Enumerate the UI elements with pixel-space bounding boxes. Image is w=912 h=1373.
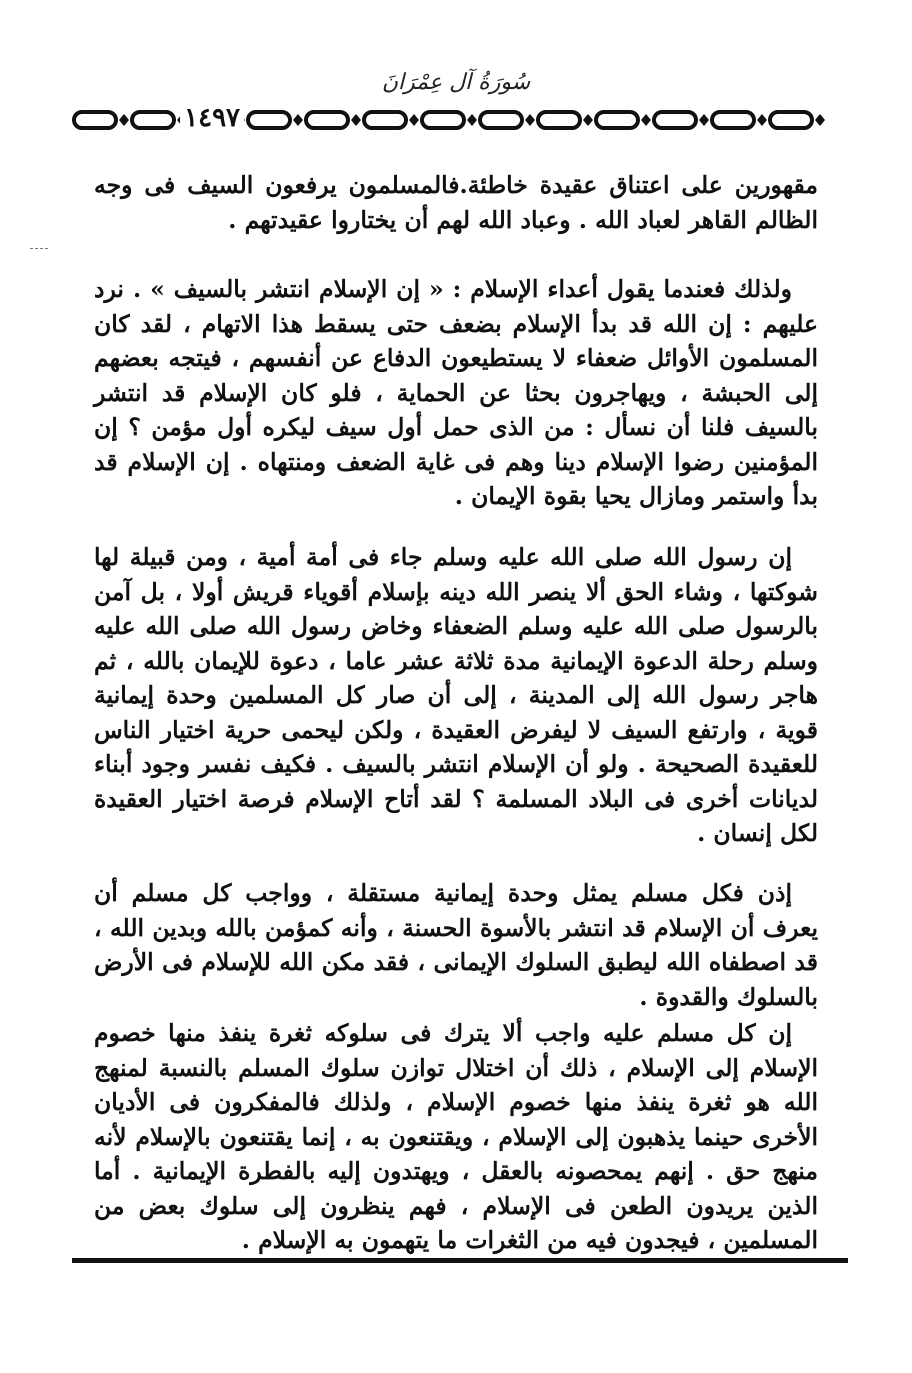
paragraph-2 [94,272,818,514]
paragraph-text: ولذلك فعندما يقول أعداء الإسلام : « إن الإسلام انتشر بالسيف » . نرد عليهم : إن الله قد بدأ الإسلام بضعف حتى يسقط هذا الاتهام ، لقد كان المسلمون الأوائل ضعفاء لا يستطيعون الدفاع عن أنفسهم ، فيتجه بعضهم إلى الحبشة ، ويهاجرون بحثا عن الحماية ، فلو كان الإسلام قد انتشر بالسيف فلنا أن نسأل : من الذى حمل أول سيف ليكره أول مؤمن ؟ إن المؤمنين رضوا الإسلام دينا وهم فى غاية الضعف ومنتهاه . إن الإسلام قد بدأ واستمر ومازال يحيا بقوة الإيمان . [94,275,818,510]
chain-diamond [583,114,593,126]
chain-link [422,112,464,128]
chain-link [712,112,754,128]
chain-link [364,112,406,128]
paragraph-1 [94,168,818,237]
chain-diamond [293,114,303,126]
chain-link [132,112,174,128]
chain-link [654,112,696,128]
chain-diamond [525,114,535,126]
chain-diamond [409,114,419,126]
chain-diamond [119,114,129,126]
chain-link [74,112,116,128]
paragraph-5 [94,1016,818,1258]
paragraph-text: إن كل مسلم عليه واجب ألا يترك فى سلوكه ثغرة ينفذ منها خصوم الإسلام إلى الإسلام ، ذلك أن اختلال توازن سلوك المسلم بالنسبة لمنهج الله هو ثغرة ينفذ منها خصوم الإسلام ، ولذلك فالمفكرون فى الأديان الأخرى حينما يذهبون إلى الإسلام ، ويقتنعون به ، إنما يقتنعون بالإسلام لأنه منهج حق . إنهم يمحصونه بالعقل ، ويهتدون إليه بالفطرة الإيمانية . أما الذين يريدون الطعن فى الإسلام ، فهم ينظرون إلى سلوك بعض من المسلمين ، فيجدون فيه من الثغرات ما يتهمون به الإسلام . [94,1019,818,1254]
chain-link [306,112,348,128]
chain-diamond [467,114,477,126]
chain-link [248,112,290,128]
chain-diamond [757,114,767,126]
paragraph-4 [94,876,818,1014]
paragraph-text: مقهورين على اعتناق عقيدة خاطئة.فالمسلمون يرفعون السيف فى وجه الظالم القاهر لعباد الله . وعباد الله لهم أن يختاروا عقيدتهم . [94,171,818,234]
chain-link [480,112,522,128]
paragraph-3 [94,540,818,851]
chain-diamond [641,114,651,126]
chain-diamond [351,114,361,126]
margin-mark [30,248,48,249]
chain-link [538,112,580,128]
bottom-rule [72,1258,848,1263]
chain-link [596,112,638,128]
page-number: ١٤٩٧ [180,102,244,134]
chain-diamond [815,114,825,126]
chain-diamond [699,114,709,126]
paragraph-text: إن رسول الله صلى الله عليه وسلم جاء فى أمة أمية ، ومن قبيلة لها شوكتها ، وشاء الحق ألا ينصر الله دينه بإسلام أقوياء قريش أولا ، بل آمن بالرسول صلى الله عليه وسلم الضعفاء وخاض رسول الله صلى الله عليه وسلم رحلة الدعوة الإيمانية مدة ثلاثة عشر عاما ، دعوة للإيمان بالله ، ثم هاجر رسول الله إلى المدينة ، إلى أن صار كل المسلمين وحدة إيمانية قوية ، وارتفع السيف لا ليفرض العقيدة ، ولكن ليحمى حرية اختيار الناس للعقيدة الصحيحة . ولو أن الإسلام انتشر بالسيف . فكيف نفسر وجود أبناء لديانات أخرى فى البلاد المسلمة ؟ لقد أتاح الإسلام فرصة اختيار العقيدة لكل إنسان . [94,543,818,847]
sura-title: سُورَةُ آل عِمْرَانَ [381,70,531,95]
chain-link [770,112,812,128]
paragraph-text: إذن فكل مسلم يمثل وحدة إيمانية مستقلة ، وواجب كل مسلم أن يعرف أن الإسلام قد انتشر بالأسوة الحسنة ، وأنه كمؤمن بالله وبدين الله ، قد اصطفاه الله ليطبق السلوك الإيمانى ، فقد مكن الله للإسلام فى الأرض بالسلوك والقدوة . [94,879,818,1011]
